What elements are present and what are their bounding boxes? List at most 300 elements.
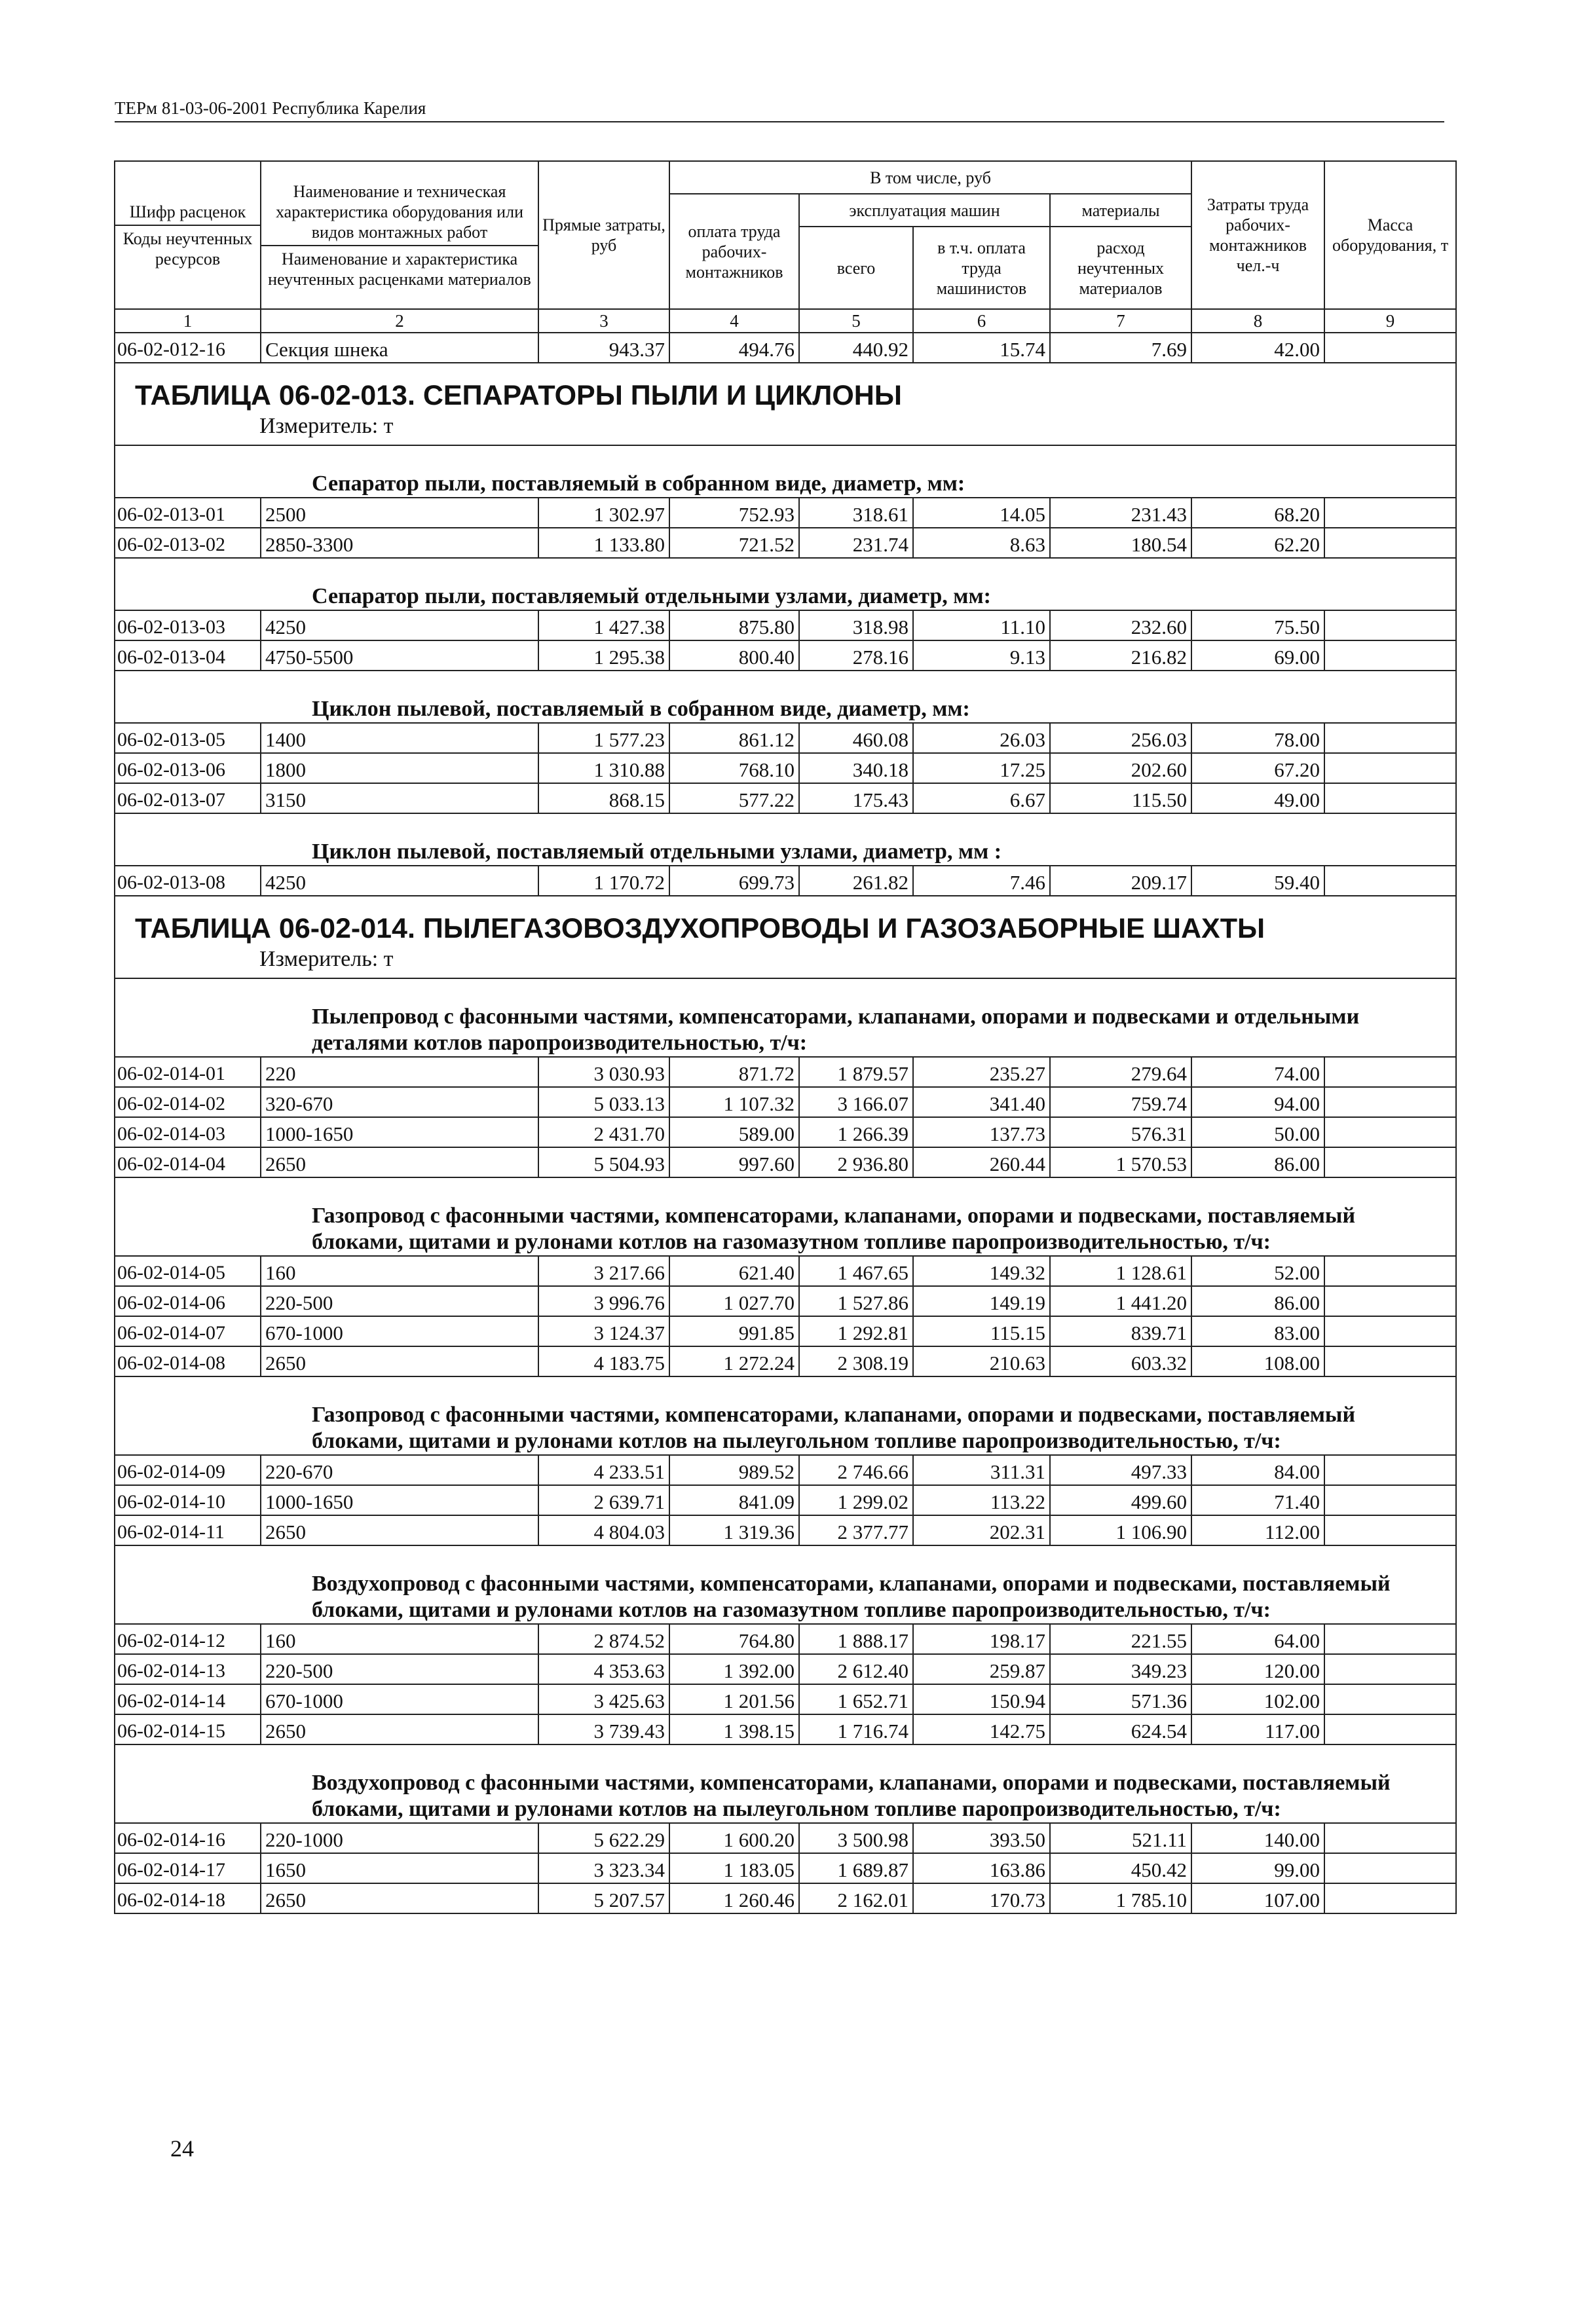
name-cell: 160 [261,1256,538,1286]
materials-cell: 499.60 [1050,1485,1191,1515]
labor-pay-cell: 871.72 [669,1057,799,1087]
machine-total-cell: 1 467.65 [799,1256,913,1286]
labor-hours-cell: 84.00 [1191,1455,1324,1485]
col-labor-header: оплата труда рабочих-монтажников [669,194,799,309]
direct-cost-cell: 5 207.57 [538,1883,669,1913]
labor-hours-cell: 52.00 [1191,1256,1324,1286]
section-heading: Пылепровод с фасонными частями, компенсаторами, клапанами, опорами и подвесками и отдельными деталями котлов паропроизводительностью, т/ч: [115,978,1456,1057]
direct-cost-cell: 3 124.37 [538,1316,669,1346]
labor-pay-cell: 1 107.32 [669,1087,799,1117]
section-heading-row [115,1177,1456,1256]
direct-cost-cell: 943.37 [538,333,669,363]
section-heading: Сепаратор пыли, поставляемый отдельными узлами, диаметр, мм: [115,558,1456,610]
name-cell: 4250 [261,610,538,640]
name-cell: 1000-1650 [261,1117,538,1147]
table-row [115,1823,1456,1853]
name-cell: 3150 [261,783,538,813]
unit-label-row [115,412,1456,445]
mass-cell [1324,1087,1456,1117]
labor-hours-cell: 140.00 [1191,1823,1324,1853]
mass-cell [1324,753,1456,783]
col-mat-unacc-header: расход неучтенных материалов [1050,227,1191,309]
direct-cost-cell: 3 217.66 [538,1256,669,1286]
labor-hours-cell: 69.00 [1191,640,1324,671]
code-cell: 06-02-013-03 [115,610,261,640]
section-heading-row [115,558,1456,610]
machine-pay-cell: 113.22 [913,1485,1050,1515]
code-cell: 06-02-014-14 [115,1684,261,1714]
code-cell: 06-02-013-08 [115,866,261,896]
machine-pay-cell: 142.75 [913,1714,1050,1744]
section-heading-row [115,1376,1456,1455]
machine-pay-cell: 6.67 [913,783,1050,813]
mass-cell [1324,1147,1456,1177]
direct-cost-cell: 3 425.63 [538,1684,669,1714]
code-cell: 06-02-014-05 [115,1256,261,1286]
machine-total-cell: 1 299.02 [799,1485,913,1515]
labor-hours-cell: 67.20 [1191,753,1324,783]
labor-hours-cell: 59.40 [1191,866,1324,896]
column-number: 9 [1324,309,1456,333]
materials-cell: 279.64 [1050,1057,1191,1087]
table-row [115,1316,1456,1346]
mass-cell [1324,528,1456,558]
labor-pay-cell: 1 201.56 [669,1684,799,1714]
section-heading: Воздухопровод с фасонными частями, компенсаторами, клапанами, опорами и подвесками, поставляемый блоками, щитами и рулонами котлов на газомазутном топливе паропроизводительностью, т/ч: [115,1545,1456,1624]
code-cell: 06-02-012-16 [115,333,261,363]
mass-cell [1324,1684,1456,1714]
code-cell: 06-02-014-04 [115,1147,261,1177]
machine-total-cell: 1 888.17 [799,1624,913,1654]
mass-cell [1324,498,1456,528]
labor-pay-cell: 1 027.70 [669,1286,799,1316]
labor-pay-cell: 1 398.15 [669,1714,799,1744]
table-row [115,528,1456,558]
page-number: 24 [170,2135,194,2162]
name-cell: 1400 [261,723,538,753]
section-heading-row [115,1744,1456,1823]
machine-total-cell: 2 936.80 [799,1147,913,1177]
machine-pay-cell: 235.27 [913,1057,1050,1087]
mass-cell [1324,1057,1456,1087]
code-cell: 06-02-014-15 [115,1714,261,1744]
section-heading: Воздухопровод с фасонными частями, компенсаторами, клапанами, опорами и подвесками, поставляемый блоками, щитами и рулонами котлов на пылеугольном топливе паропроизводительностью, т/ч: [115,1744,1456,1823]
table-row [115,1684,1456,1714]
materials-cell: 349.23 [1050,1654,1191,1684]
direct-cost-cell: 3 323.34 [538,1853,669,1883]
labor-pay-cell: 1 260.46 [669,1883,799,1913]
labor-pay-cell: 768.10 [669,753,799,783]
machine-total-cell: 1 652.71 [799,1684,913,1714]
direct-cost-cell: 1 170.72 [538,866,669,896]
labor-pay-cell: 589.00 [669,1117,799,1147]
table-row [115,1853,1456,1883]
mass-cell [1324,640,1456,671]
machine-pay-cell: 311.31 [913,1455,1050,1485]
column-number: 2 [261,309,538,333]
table-row [115,640,1456,671]
name-cell: 220-1000 [261,1823,538,1853]
code-cell: 06-02-013-06 [115,753,261,783]
code-cell: 06-02-013-05 [115,723,261,753]
labor-pay-cell: 875.80 [669,610,799,640]
labor-hours-cell: 64.00 [1191,1624,1324,1654]
col-name-header: Наименование и техническая характеристика оборудования или видов монтажных работ Наименование и характеристика неучтенных расценками материалов [261,161,538,309]
labor-hours-cell: 42.00 [1191,333,1324,363]
machine-pay-cell: 163.86 [913,1853,1050,1883]
col-code-header: Шифр расценок Коды неучтенных ресурсов [115,161,261,309]
column-number: 4 [669,309,799,333]
materials-cell: 1 570.53 [1050,1147,1191,1177]
labor-hours-cell: 112.00 [1191,1515,1324,1545]
labor-pay-cell: 997.60 [669,1147,799,1177]
materials-cell: 603.32 [1050,1346,1191,1376]
machine-total-cell: 2 162.01 [799,1883,913,1913]
table-row [115,1455,1456,1485]
code-cell: 06-02-014-11 [115,1515,261,1545]
name-cell: 670-1000 [261,1684,538,1714]
column-numbers-row [115,309,1456,333]
machine-pay-cell: 341.40 [913,1087,1050,1117]
section-heading: Циклон пылевой, поставляемый в собранном виде, диаметр, мм: [115,671,1456,723]
table-title: ТАБЛИЦА 06-02-013. СЕПАРАТОРЫ ПЫЛИ И ЦИКЛОНЫ [115,363,1456,412]
mass-cell [1324,1515,1456,1545]
section-heading-row [115,671,1456,723]
mass-cell [1324,1485,1456,1515]
labor-pay-cell: 989.52 [669,1455,799,1485]
table-row [115,1286,1456,1316]
machine-total-cell: 1 879.57 [799,1057,913,1087]
machine-total-cell: 318.61 [799,498,913,528]
table-body [115,333,1456,1913]
name-cell: 1650 [261,1853,538,1883]
materials-cell: 1 106.90 [1050,1515,1191,1545]
machine-pay-cell: 198.17 [913,1624,1050,1654]
materials-cell: 450.42 [1050,1853,1191,1883]
col-mach-total-header: всего [799,227,913,309]
machine-total-cell: 1 716.74 [799,1714,913,1744]
direct-cost-cell: 2 874.52 [538,1624,669,1654]
col-incl-header: В том числе, руб [669,161,1191,194]
labor-hours-cell: 68.20 [1191,498,1324,528]
mass-cell [1324,723,1456,753]
machine-pay-cell: 260.44 [913,1147,1050,1177]
name-cell: 2650 [261,1714,538,1744]
mass-cell [1324,1346,1456,1376]
labor-hours-cell: 86.00 [1191,1147,1324,1177]
code-cell: 06-02-014-07 [115,1316,261,1346]
direct-cost-cell: 2 639.71 [538,1485,669,1515]
machine-total-cell: 2 746.66 [799,1455,913,1485]
machine-total-cell: 1 527.86 [799,1286,913,1316]
col-materials-header: материалы [1050,194,1191,227]
code-cell: 06-02-013-07 [115,783,261,813]
labor-pay-cell: 752.93 [669,498,799,528]
unit-label-row [115,945,1456,978]
direct-cost-cell: 1 302.97 [538,498,669,528]
code-cell: 06-02-013-01 [115,498,261,528]
code-cell: 06-02-014-12 [115,1624,261,1654]
code-cell: 06-02-014-06 [115,1286,261,1316]
direct-cost-cell: 868.15 [538,783,669,813]
materials-cell: 624.54 [1050,1714,1191,1744]
labor-hours-cell: 117.00 [1191,1714,1324,1744]
machine-total-cell: 1 689.87 [799,1853,913,1883]
mass-cell [1324,1256,1456,1286]
direct-cost-cell: 1 427.38 [538,610,669,640]
materials-cell: 576.31 [1050,1117,1191,1147]
machine-total-cell: 318.98 [799,610,913,640]
code-cell: 06-02-013-04 [115,640,261,671]
machine-pay-cell: 115.15 [913,1316,1050,1346]
name-cell: 2850-3300 [261,528,538,558]
labor-pay-cell: 764.80 [669,1624,799,1654]
column-number: 1 [115,309,261,333]
section-heading-row [115,813,1456,866]
table-row [115,498,1456,528]
code-cell: 06-02-014-09 [115,1455,261,1485]
materials-cell: 1 128.61 [1050,1256,1191,1286]
machine-total-cell: 175.43 [799,783,913,813]
labor-hours-cell: 83.00 [1191,1316,1324,1346]
name-cell: 2650 [261,1883,538,1913]
labor-hours-cell: 108.00 [1191,1346,1324,1376]
mass-cell [1324,333,1456,363]
labor-hours-cell: 99.00 [1191,1853,1324,1883]
labor-pay-cell: 1 272.24 [669,1346,799,1376]
materials-cell: 231.43 [1050,498,1191,528]
direct-cost-cell: 3 739.43 [538,1714,669,1744]
machine-pay-cell: 149.32 [913,1256,1050,1286]
machine-total-cell: 440.92 [799,333,913,363]
labor-hours-cell: 49.00 [1191,783,1324,813]
direct-cost-cell: 3 996.76 [538,1286,669,1316]
name-cell: 2650 [261,1515,538,1545]
labor-hours-cell: 94.00 [1191,1087,1324,1117]
labor-hours-cell: 86.00 [1191,1286,1324,1316]
unit-label: Измеритель: т [115,945,1456,978]
code-cell: 06-02-013-02 [115,528,261,558]
price-table [114,160,1457,1914]
mass-cell [1324,783,1456,813]
table-row [115,1515,1456,1545]
labor-hours-cell: 120.00 [1191,1654,1324,1684]
col-mass-header: Масса оборудования, т [1324,161,1456,309]
table-header [115,161,1456,333]
section-heading: Сепаратор пыли, поставляемый в собранном виде, диаметр, мм: [115,445,1456,498]
name-cell: 320-670 [261,1087,538,1117]
mass-cell [1324,1316,1456,1346]
labor-pay-cell: 861.12 [669,723,799,753]
direct-cost-cell: 1 133.80 [538,528,669,558]
col-mach-pay-header: в т.ч. оплата труда машинистов [913,227,1050,309]
materials-cell: 209.17 [1050,866,1191,896]
col-hours-header: Затраты труда рабочих-монтажников чел.-ч [1191,161,1324,309]
direct-cost-cell: 4 183.75 [538,1346,669,1376]
column-number: 8 [1191,309,1324,333]
document-title: ТЕРм 81-03-06-2001 Республика Карелия [115,98,426,118]
labor-pay-cell: 841.09 [669,1485,799,1515]
section-heading: Циклон пылевой, поставляемый отдельными узлами, диаметр, мм : [115,813,1456,866]
mass-cell [1324,1714,1456,1744]
table-row [115,1714,1456,1744]
table-row [115,783,1456,813]
machine-pay-cell: 150.94 [913,1684,1050,1714]
machine-pay-cell: 14.05 [913,498,1050,528]
table-row [115,333,1456,363]
table-row [115,1087,1456,1117]
materials-cell: 216.82 [1050,640,1191,671]
direct-cost-cell: 4 804.03 [538,1515,669,1545]
machine-total-cell: 2 377.77 [799,1515,913,1545]
labor-pay-cell: 991.85 [669,1316,799,1346]
labor-pay-cell: 621.40 [669,1256,799,1286]
mass-cell [1324,1624,1456,1654]
machine-total-cell: 261.82 [799,866,913,896]
machine-total-cell: 460.08 [799,723,913,753]
materials-cell: 202.60 [1050,753,1191,783]
table-row [115,1883,1456,1913]
table-row [115,1654,1456,1684]
materials-cell: 521.11 [1050,1823,1191,1853]
name-cell: 220 [261,1057,538,1087]
name-cell: 1800 [261,753,538,783]
column-number: 7 [1050,309,1191,333]
machine-pay-cell: 137.73 [913,1117,1050,1147]
table-row [115,1624,1456,1654]
direct-cost-cell: 3 030.93 [538,1057,669,1087]
mass-cell [1324,866,1456,896]
materials-cell: 497.33 [1050,1455,1191,1485]
mass-cell [1324,1853,1456,1883]
name-cell: 4750-5500 [261,640,538,671]
materials-cell: 115.50 [1050,783,1191,813]
machine-total-cell: 3 500.98 [799,1823,913,1853]
machine-pay-cell: 17.25 [913,753,1050,783]
machine-pay-cell: 9.13 [913,640,1050,671]
labor-pay-cell: 721.52 [669,528,799,558]
machine-pay-cell: 393.50 [913,1823,1050,1853]
direct-cost-cell: 1 310.88 [538,753,669,783]
machine-pay-cell: 170.73 [913,1883,1050,1913]
machine-pay-cell: 7.46 [913,866,1050,896]
section-heading-row [115,1545,1456,1624]
machine-total-cell: 278.16 [799,640,913,671]
name-cell: 220-500 [261,1286,538,1316]
name-cell: 1000-1650 [261,1485,538,1515]
table-row [115,723,1456,753]
direct-cost-cell: 1 577.23 [538,723,669,753]
section-heading-row [115,445,1456,498]
col-direct-header: Прямые затраты, руб [538,161,669,309]
labor-pay-cell: 494.76 [669,333,799,363]
materials-cell: 232.60 [1050,610,1191,640]
mass-cell [1324,1654,1456,1684]
labor-hours-cell: 102.00 [1191,1684,1324,1714]
materials-cell: 839.71 [1050,1316,1191,1346]
labor-hours-cell: 107.00 [1191,1883,1324,1913]
mass-cell [1324,1117,1456,1147]
code-cell: 06-02-014-18 [115,1883,261,1913]
labor-hours-cell: 78.00 [1191,723,1324,753]
labor-hours-cell: 50.00 [1191,1117,1324,1147]
name-cell: 2650 [261,1147,538,1177]
table-row [115,1346,1456,1376]
machine-pay-cell: 11.10 [913,610,1050,640]
table-row [115,1147,1456,1177]
materials-cell: 221.55 [1050,1624,1191,1654]
labor-pay-cell: 577.22 [669,783,799,813]
code-cell: 06-02-014-17 [115,1853,261,1883]
code-cell: 06-02-014-01 [115,1057,261,1087]
table-row [115,866,1456,896]
machine-total-cell: 2 308.19 [799,1346,913,1376]
labor-hours-cell: 71.40 [1191,1485,1324,1515]
code-cell: 06-02-014-02 [115,1087,261,1117]
direct-cost-cell: 5 504.93 [538,1147,669,1177]
labor-pay-cell: 699.73 [669,866,799,896]
labor-hours-cell: 75.50 [1191,610,1324,640]
direct-cost-cell: 5 033.13 [538,1087,669,1117]
unit-label: Измеритель: т [115,412,1456,445]
labor-pay-cell: 1 392.00 [669,1654,799,1684]
table-row [115,753,1456,783]
machine-total-cell: 231.74 [799,528,913,558]
labor-hours-cell: 74.00 [1191,1057,1324,1087]
machine-pay-cell: 202.31 [913,1515,1050,1545]
machine-pay-cell: 210.63 [913,1346,1050,1376]
name-cell: 4250 [261,866,538,896]
col-machines-header: эксплуатация машин [799,194,1050,227]
machine-pay-cell: 8.63 [913,528,1050,558]
machine-total-cell: 1 292.81 [799,1316,913,1346]
materials-cell: 1 441.20 [1050,1286,1191,1316]
code-cell: 06-02-014-03 [115,1117,261,1147]
name-cell: 220-500 [261,1654,538,1684]
section-heading: Газопровод с фасонными частями, компенсаторами, клапанами, опорами и подвесками, поставляемый блоками, щитами и рулонами котлов на пылеугольном топливе паропроизводительностью, т/ч: [115,1376,1456,1455]
table-row [115,610,1456,640]
name-cell: 160 [261,1624,538,1654]
direct-cost-cell: 1 295.38 [538,640,669,671]
materials-cell: 571.36 [1050,1684,1191,1714]
mass-cell [1324,1286,1456,1316]
name-cell: 2650 [261,1346,538,1376]
direct-cost-cell: 4 353.63 [538,1654,669,1684]
materials-cell: 180.54 [1050,528,1191,558]
materials-cell: 759.74 [1050,1087,1191,1117]
direct-cost-cell: 5 622.29 [538,1823,669,1853]
mass-cell [1324,610,1456,640]
section-heading-row [115,978,1456,1057]
materials-cell: 256.03 [1050,723,1191,753]
mass-cell [1324,1883,1456,1913]
page-header [115,98,1444,122]
column-number: 3 [538,309,669,333]
code-cell: 06-02-014-08 [115,1346,261,1376]
machine-pay-cell: 26.03 [913,723,1050,753]
labor-hours-cell: 62.20 [1191,528,1324,558]
table-title: ТАБЛИЦА 06-02-014. ПЫЛЕГАЗОВОЗДУХОПРОВОДЫ И ГАЗОЗАБОРНЫЕ ШАХТЫ [115,896,1456,945]
machine-pay-cell: 259.87 [913,1654,1050,1684]
name-cell: 2500 [261,498,538,528]
section-heading: Газопровод с фасонными частями, компенсаторами, клапанами, опорами и подвесками, поставляемый блоками, щитами и рулонами котлов на газомазутном топливе паропроизводительностью, т/ч: [115,1177,1456,1256]
name-cell: 670-1000 [261,1316,538,1346]
table-row [115,1057,1456,1087]
machine-pay-cell: 15.74 [913,333,1050,363]
labor-pay-cell: 800.40 [669,640,799,671]
labor-pay-cell: 1 600.20 [669,1823,799,1853]
machine-total-cell: 2 612.40 [799,1654,913,1684]
